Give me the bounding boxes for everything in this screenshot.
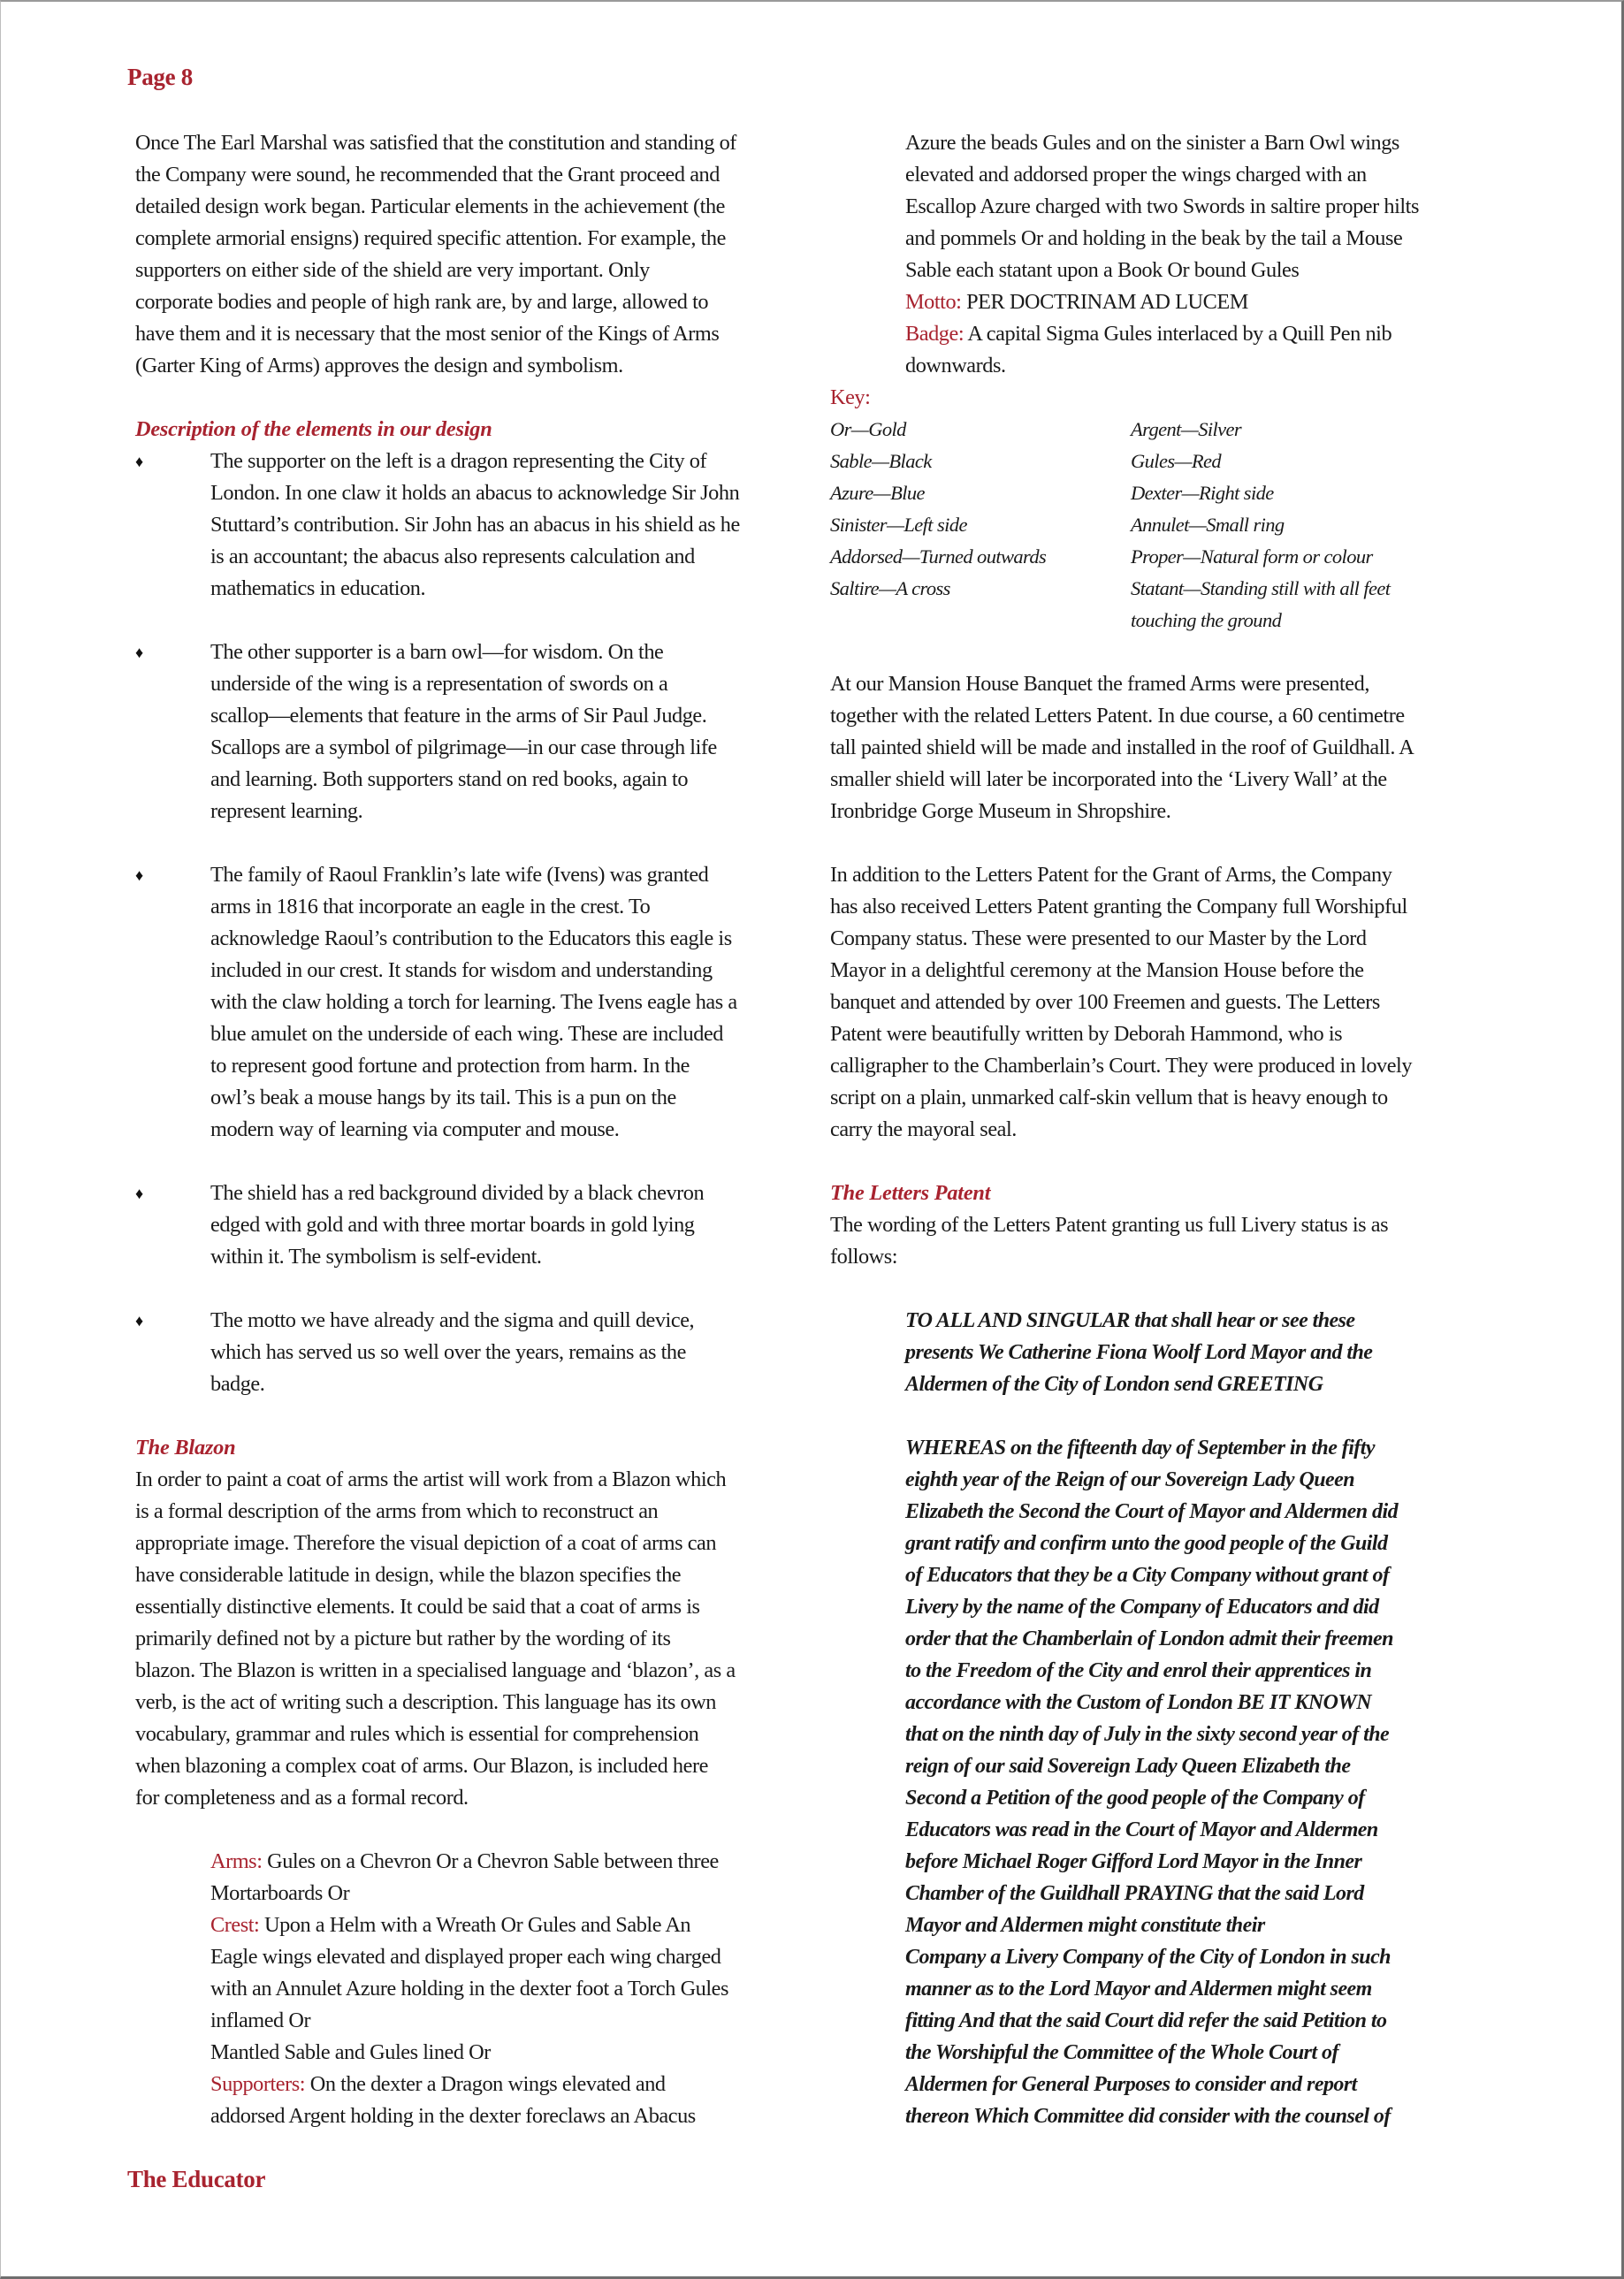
text-line: In addition to the Letters Patent for the Grant of Arms, the Company — [830, 863, 1392, 887]
text-line: thereon Which Committee did consider with the counsel of — [905, 2105, 1391, 2128]
text-line: badge. — [210, 1372, 265, 1396]
key-term: Azure—Blue — [830, 482, 925, 504]
list-item — [135, 859, 807, 1146]
text-line: Company status. These were presented to our Master by the Lord — [830, 926, 1367, 950]
text-line: corporate bodies and people of high rank are, by and large, allowed to — [135, 290, 709, 314]
blazon-heading: The Blazon — [135, 1436, 236, 1460]
text-line: smaller shield will later be incorporated into the ‘Livery Wall’ at the — [830, 767, 1387, 791]
text-line: appropriate image. Therefore the visual depiction of a coat of arms can — [135, 1531, 717, 1555]
text-line: In order to paint a coat of arms the artist will work from a Blazon which — [135, 1467, 727, 1491]
text-line: elevated and addorsed proper the wings charged with an — [905, 163, 1367, 187]
text-line: Stuttard’s contribution. Sir John has an abacus in his shield as he — [210, 513, 740, 537]
text-line: Chamber of the Guildhall PRAYING that the said Lord — [905, 1882, 1364, 1905]
key-term: Gules—Red — [1131, 450, 1222, 472]
text-line: together with the related Letters Patent. In due course, a 60 centimetre — [830, 704, 1405, 728]
text-line: with an Annulet Azure holding in the dexter foot a Torch Gules — [210, 1977, 729, 2001]
list-item — [135, 636, 807, 827]
crest-label: Crest: — [210, 1913, 260, 1937]
text-line: Mantled Sable and Gules lined Or — [210, 2040, 491, 2064]
blazon-specification — [135, 1846, 807, 2132]
text-line: represent learning. — [210, 799, 363, 823]
text-line: and learning. Both supporters stand on red books, again to — [210, 767, 689, 791]
key-term: Statant—Standing still with all feet — [1131, 577, 1391, 599]
text-line: before Michael Roger Gifford Lord Mayor in the Inner — [905, 1850, 1362, 1873]
key-row — [830, 446, 1520, 477]
text-line: has also received Letters Patent granting the Company full Worshipful — [830, 895, 1407, 918]
text-line: Mayor and Aldermen might constitute their — [905, 1914, 1265, 1937]
text-line: carry the mayoral seal. — [830, 1117, 1017, 1141]
key-term: Addorsed—Turned outwards — [830, 545, 1047, 568]
supporters-label: Supporters: — [210, 2072, 306, 2096]
text-line: with the claw holding a torch for learning. The Ivens eagle has a — [210, 990, 737, 1014]
text-line: is an accountant; the abacus also represents calculation and — [210, 545, 695, 568]
text-line: The shield has a red background divided by a black chevron — [210, 1181, 705, 1205]
text-line: Eagle wings elevated and displayed proper each wing charged — [210, 1945, 721, 1969]
text-line: The other supporter is a barn owl—for wisdom. On the — [210, 640, 664, 664]
text-line: (Garter King of Arms) approves the design and symbolism. — [135, 354, 623, 377]
text-line: which has served us so well over the years, remains as the — [210, 1340, 686, 1364]
text-line: Azure the beads Gules and on the sinister a Barn Owl wings — [905, 131, 1399, 155]
key-row — [830, 573, 1520, 605]
text-line: WHEREAS on the fifteenth day of September in the fifty — [905, 1437, 1375, 1460]
text-line: banquet and attended by over 100 Freemen and guests. The Letters — [830, 990, 1380, 1014]
text-line: primarily defined not by a picture but rather by the wording of its — [135, 1627, 671, 1650]
text-line: owl’s beak a mouse hangs by its tail. This is a pun on the — [210, 1086, 676, 1109]
text-line: arms in 1816 that incorporate an eagle in the crest. To — [210, 895, 651, 918]
text-line: have them and it is necessary that the most senior of the Kings of Arms — [135, 322, 720, 346]
key-heading: Key: — [830, 385, 871, 409]
text-line: essentially distinctive elements. It could be said that a coat of arms is — [135, 1595, 700, 1619]
text-line: At our Mansion House Banquet the framed Arms were presented, — [830, 672, 1369, 696]
text-line: to represent good fortune and protection from harm. In the — [210, 1054, 690, 1078]
diamond-icon: ♦ — [135, 453, 143, 470]
intro-paragraph — [135, 127, 807, 382]
text-line: Mayor in a delightful ceremony at the Mansion House before the — [830, 958, 1364, 982]
text-line: scallop—elements that feature in the arms of Sir Paul Judge. — [210, 704, 707, 728]
banquet-paragraph — [830, 668, 1520, 827]
page-number: Page 8 — [127, 64, 193, 90]
arms-text: Gules on a Chevron Or a Chevron Sable between three — [262, 1849, 719, 1873]
description-heading: Description of the elements in our design — [135, 417, 492, 441]
arms-label: Arms: — [210, 1849, 263, 1873]
text-line: verb, is the act of writing such a description. This language has its own — [135, 1690, 716, 1714]
key-term: Proper—Natural form or colour — [1131, 545, 1373, 568]
text-line: underside of the wing is a representation of swords on a — [210, 672, 668, 696]
key-term: Sable—Black — [830, 450, 932, 472]
text-line: when blazoning a complex coat of arms. Our Blazon, is included here — [135, 1754, 708, 1778]
key-table — [830, 414, 1520, 636]
text-line: supporters on either side of the shield are very important. Only — [135, 258, 650, 282]
left-column — [135, 127, 807, 2132]
text-line: Mortarboards Or — [210, 1881, 350, 1905]
text-line: detailed design work began. Particular elements in the achievement (the — [135, 194, 726, 218]
text-line: follows: — [830, 1245, 898, 1269]
text-line: downwards. — [905, 354, 1006, 377]
text-line: the Company were sound, he recommended that the Grant proceed and — [135, 163, 720, 187]
publication-footer: The Educator — [127, 2166, 266, 2192]
diamond-icon: ♦ — [135, 644, 143, 661]
text-line: Aldermen of the City of London send GREETING — [905, 1373, 1323, 1396]
text-line: is a formal description of the arms from which to reconstruct an — [135, 1499, 659, 1523]
text-line: have considerable latitude in design, while the blazon specifies the — [135, 1563, 682, 1587]
key-row — [830, 605, 1520, 636]
key-row — [830, 414, 1520, 446]
text-line: Patent were beautifully written by Deborah Hammond, who is — [830, 1022, 1343, 1046]
text-line: to the Freedom of the City and enrol their apprentices in — [905, 1659, 1372, 1682]
text-line: inflamed Or — [210, 2008, 311, 2032]
text-line: calligrapher to the Chamberlain’s Court. They were produced in lovely — [830, 1054, 1413, 1078]
text-line: script on a plain, unmarked calf-skin vellum that is heavy enough to — [830, 1086, 1388, 1109]
text-line: Scallops are a symbol of pilgrimage—in our case through life — [210, 736, 717, 759]
text-line: that on the ninth day of July in the sixty second year of the — [905, 1723, 1390, 1746]
text-line: acknowledge Raoul’s contribution to the Educators this eagle is — [210, 926, 732, 950]
text-line: Livery by the name of the Company of Educators and did — [905, 1596, 1379, 1619]
text-line: addorsed Argent holding in the dexter foreclaws an Abacus — [210, 2104, 696, 2128]
diamond-icon: ♦ — [135, 1312, 143, 1330]
key-row — [830, 509, 1520, 541]
text-line: London. In one claw it holds an abacus to acknowledge Sir John — [210, 481, 740, 505]
key-term-continued: touching the ground — [1131, 609, 1282, 631]
supporters-entry — [210, 2069, 807, 2100]
letters-patent-heading: The Letters Patent — [830, 1181, 991, 1205]
text-line: reign of our said Sovereign Lady Queen Elizabeth the — [905, 1755, 1351, 1778]
text-line: Escallop Azure charged with two Swords in saltire proper hilts — [905, 194, 1419, 218]
text-line: Educators was read in the Court of Mayor and Aldermen — [905, 1818, 1378, 1841]
text-line: fitting And that the said Court did refer the said Petition to — [905, 2009, 1387, 2032]
arms-entry — [210, 1846, 807, 1878]
supporters-text: On the dexter a Dragon wings elevated and — [305, 2072, 666, 2096]
text-line: mathematics in education. — [210, 576, 426, 600]
key-term: Or—Gold — [830, 418, 906, 440]
text-line: The supporter on the left is a dragon representing the City of — [210, 449, 707, 473]
text-line: and pommels Or and holding in the beak by the tail a Mouse — [905, 226, 1403, 250]
text-line: vocabulary, grammar and rules which is essential for comprehension — [135, 1722, 699, 1746]
text-line: order that the Chamberlain of London admit their freemen — [905, 1627, 1393, 1650]
letters-patent-text — [830, 1305, 1520, 2132]
text-line: Elizabeth the Second the Court of Mayor and Aldermen did — [905, 1500, 1399, 1523]
badge-text: A capital Sigma Gules interlaced by a Quill Pen nib — [964, 322, 1392, 346]
supporters-continued — [830, 127, 1520, 382]
list-item — [135, 446, 807, 605]
text-line: of Educators that they be a City Company without grant of — [905, 1564, 1390, 1587]
text-line: tall painted shield will be made and installed in the roof of Guildhall. A — [830, 736, 1414, 759]
text-line: modern way of learning via computer and mouse. — [210, 1117, 620, 1141]
key-term: Argent—Silver — [1131, 418, 1242, 440]
key-term: Sinister—Left side — [830, 514, 967, 536]
text-line: presents We Catherine Fiona Woolf Lord Mayor and the — [905, 1341, 1373, 1364]
motto-entry — [905, 286, 1520, 318]
text-line: complete armorial ensigns) required specific attention. For example, the — [135, 226, 726, 250]
key-row — [830, 477, 1520, 509]
text-line: Once The Earl Marshal was satisfied that the constitution and standing of — [135, 131, 736, 155]
motto-text: PER DOCTRINAM AD LUCEM — [961, 290, 1248, 314]
list-item — [135, 1178, 807, 1273]
blazon-paragraph — [135, 1464, 807, 1814]
text-line: The family of Raoul Franklin’s late wife (Ivens) was granted — [210, 863, 709, 887]
text-line: Ironbridge Gorge Museum in Shropshire. — [830, 799, 1171, 823]
text-line: the Worshipful the Committee of the Whole Court of — [905, 2041, 1338, 2064]
right-column — [830, 127, 1520, 2132]
text-line: blazon. The Blazon is written in a specialised language and ‘blazon’, as a — [135, 1658, 736, 1682]
text-line: within it. The symbolism is self-evident. — [210, 1245, 542, 1269]
text-line: Company a Livery Company of the City of London in such — [905, 1946, 1391, 1969]
text-line: manner as to the Lord Mayor and Aldermen might seem — [905, 1978, 1372, 2001]
text-line: edged with gold and with three mortar boards in gold lying — [210, 1213, 695, 1237]
text-line: TO ALL AND SINGULAR that shall hear or see these — [905, 1309, 1355, 1332]
text-line: Sable each statant upon a Book Or bound Gules — [905, 258, 1300, 282]
text-line: accordance with the Custom of London BE IT KNOWN — [905, 1691, 1371, 1714]
text-line: grant ratify and confirm unto the good people of the Guild — [905, 1532, 1388, 1555]
text-line: included in our crest. It stands for wisdom and understanding — [210, 958, 713, 982]
text-line: Second a Petition of the good people of the Company of — [905, 1787, 1365, 1810]
text-line: The wording of the Letters Patent granting us full Livery status is as — [830, 1213, 1389, 1237]
key-term: Dexter—Right side — [1131, 482, 1274, 504]
text-line: eighth year of the Reign of our Sovereign Lady Queen — [905, 1468, 1355, 1491]
text-line: for completeness and as a formal record. — [135, 1786, 469, 1810]
diamond-icon: ♦ — [135, 866, 143, 884]
crest-text: Upon a Helm with a Wreath Or Gules and Sable An — [259, 1913, 691, 1937]
key-row — [830, 541, 1520, 573]
crest-entry — [210, 1909, 807, 1941]
text-line: Aldermen for General Purposes to consider and report — [905, 2073, 1357, 2096]
key-term: Saltire—A cross — [830, 577, 950, 599]
text-line: blue amulet on the underside of each wing. These are included — [210, 1022, 723, 1046]
key-term: Annulet—Small ring — [1131, 514, 1285, 536]
badge-label: Badge: — [905, 322, 964, 346]
diamond-icon: ♦ — [135, 1185, 143, 1202]
motto-label: Motto: — [905, 290, 962, 314]
addition-paragraph — [830, 859, 1520, 1146]
list-item — [135, 1305, 807, 1400]
badge-entry — [905, 318, 1520, 350]
text-line: The motto we have already and the sigma and quill device, — [210, 1308, 695, 1332]
